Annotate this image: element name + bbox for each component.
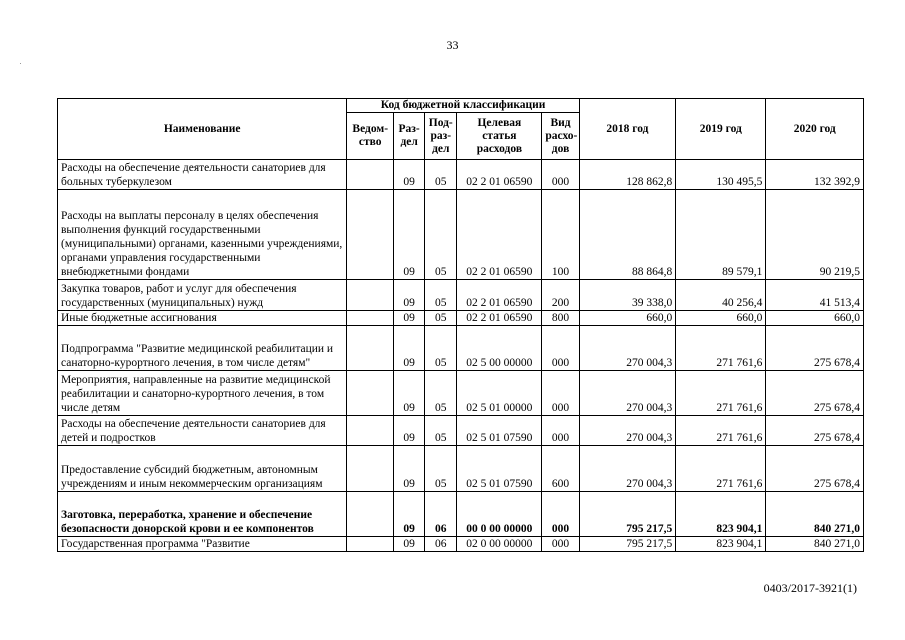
row-vedomstvo xyxy=(347,160,394,190)
row-razdel: 09 xyxy=(394,190,425,280)
row-2018: 660,0 xyxy=(579,311,675,326)
row-2018: 88 864,8 xyxy=(579,190,675,280)
row-2019: 271 761,6 xyxy=(676,326,766,371)
row-name: Расходы на обеспечение деятельности санаториев для больных туберкулезом xyxy=(58,160,347,190)
table-row xyxy=(58,371,864,416)
row-target: 02 2 01 06590 xyxy=(457,311,542,326)
row-vedomstvo xyxy=(347,416,394,446)
row-podrazdel: 05 xyxy=(425,160,457,190)
table-row xyxy=(58,446,864,492)
row-target: 00 0 00 00000 xyxy=(457,492,542,537)
row-2019: 89 579,1 xyxy=(676,190,766,280)
row-vid: 000 xyxy=(542,537,579,552)
row-vid: 000 xyxy=(542,326,579,371)
row-vedomstvo xyxy=(347,446,394,492)
row-vedomstvo xyxy=(347,326,394,371)
row-2018: 270 004,3 xyxy=(579,416,675,446)
row-razdel: 09 xyxy=(394,537,425,552)
row-2019: 660,0 xyxy=(676,311,766,326)
row-2018: 795 217,5 xyxy=(579,537,675,552)
row-vid: 200 xyxy=(542,280,579,311)
row-2018: 128 862,8 xyxy=(579,160,675,190)
row-2018: 270 004,3 xyxy=(579,446,675,492)
table-row xyxy=(58,190,864,280)
row-podrazdel: 05 xyxy=(425,416,457,446)
row-2020: 275 678,4 xyxy=(766,446,864,492)
row-razdel: 09 xyxy=(394,311,425,326)
row-podrazdel: 05 xyxy=(425,326,457,371)
row-target: 02 2 01 06590 xyxy=(457,280,542,311)
row-2018: 39 338,0 xyxy=(579,280,675,311)
row-2020: 660,0 xyxy=(766,311,864,326)
row-2019: 271 761,6 xyxy=(676,371,766,416)
row-target: 02 0 00 00000 xyxy=(457,537,542,552)
row-2018: 795 217,5 xyxy=(579,492,675,537)
row-name: Государственная программа "Развитие xyxy=(58,537,347,552)
table-row xyxy=(58,160,864,190)
header-classification-group: Код бюджетной классификации xyxy=(347,99,579,113)
row-razdel: 09 xyxy=(394,446,425,492)
row-vedomstvo xyxy=(347,371,394,416)
row-2020: 90 219,5 xyxy=(766,190,864,280)
row-2019: 271 761,6 xyxy=(676,416,766,446)
row-podrazdel: 05 xyxy=(425,311,457,326)
row-2019: 271 761,6 xyxy=(676,446,766,492)
row-name: Расходы на обеспечение деятельности санаториев для детей и подростков xyxy=(58,416,347,446)
row-2018: 270 004,3 xyxy=(579,371,675,416)
row-podrazdel: 05 xyxy=(425,446,457,492)
row-2020: 132 392,9 xyxy=(766,160,864,190)
row-2020: 275 678,4 xyxy=(766,326,864,371)
row-name: Подпрограмма "Развитие медицинской реабилитации и санаторно-курортного лечения, в том числе детям" xyxy=(58,326,347,371)
row-razdel: 09 xyxy=(394,326,425,371)
row-target: 02 5 01 07590 xyxy=(457,446,542,492)
row-target: 02 5 01 00000 xyxy=(457,371,542,416)
row-2019: 130 495,5 xyxy=(676,160,766,190)
row-vedomstvo xyxy=(347,311,394,326)
row-razdel: 09 xyxy=(394,371,425,416)
table-body xyxy=(58,160,864,552)
budget-table xyxy=(57,98,864,552)
row-vid: 100 xyxy=(542,190,579,280)
row-vedomstvo xyxy=(347,280,394,311)
row-2020: 275 678,4 xyxy=(766,416,864,446)
row-razdel: 09 xyxy=(394,416,425,446)
row-2020: 840 271,0 xyxy=(766,492,864,537)
row-target: 02 5 01 07590 xyxy=(457,416,542,446)
row-vid: 000 xyxy=(542,416,579,446)
margin-mark xyxy=(20,63,21,64)
row-name: Заготовка, переработка, хранение и обеспечение безопасности донорской крови и ее компонентов xyxy=(58,492,347,537)
row-name: Закупка товаров, работ и услуг для обеспечения государственных (муниципальных) нужд xyxy=(58,280,347,311)
row-2020: 840 271,0 xyxy=(766,537,864,552)
row-vedomstvo xyxy=(347,492,394,537)
table-row xyxy=(58,492,864,537)
row-2018: 270 004,3 xyxy=(579,326,675,371)
row-name: Иные бюджетные ассигнования xyxy=(58,311,347,326)
row-vid: 600 xyxy=(542,446,579,492)
header-vedomstvo: Ведом-ство xyxy=(347,113,394,160)
row-podrazdel: 06 xyxy=(425,492,457,537)
table-row xyxy=(58,311,864,326)
row-2019: 823 904,1 xyxy=(676,537,766,552)
row-2020: 41 513,4 xyxy=(766,280,864,311)
row-podrazdel: 06 xyxy=(425,537,457,552)
row-vid: 000 xyxy=(542,492,579,537)
row-target: 02 2 01 06590 xyxy=(457,160,542,190)
header-vid: Вид расхо-дов xyxy=(542,113,579,160)
row-razdel: 09 xyxy=(394,160,425,190)
table-row xyxy=(58,326,864,371)
header-target: Целевая статья расходов xyxy=(457,113,542,160)
row-2019: 40 256,4 xyxy=(676,280,766,311)
header-2018: 2018 год xyxy=(579,99,675,160)
row-target: 02 5 00 00000 xyxy=(457,326,542,371)
row-name: Расходы на выплаты персоналу в целях обеспечения выполнения функций государственными (муниципальными) органами, казенными учреждениями, органами управления государственными внебюджетными фондами xyxy=(58,190,347,280)
row-vedomstvo xyxy=(347,537,394,552)
header-name: Наименование xyxy=(58,99,347,160)
row-razdel: 09 xyxy=(394,492,425,537)
row-podrazdel: 05 xyxy=(425,371,457,416)
row-vedomstvo xyxy=(347,190,394,280)
header-2019: 2019 год xyxy=(676,99,766,160)
row-target: 02 2 01 06590 xyxy=(457,190,542,280)
row-name: Предоставление субсидий бюджетным, автономным учреждениям и иным некоммерческим организациям xyxy=(58,446,347,492)
row-2019: 823 904,1 xyxy=(676,492,766,537)
document-code: 0403/2017-3921(1) xyxy=(763,581,857,595)
row-podrazdel: 05 xyxy=(425,280,457,311)
header-razdel: Раз-дел xyxy=(394,113,425,160)
row-2020: 275 678,4 xyxy=(766,371,864,416)
table-row xyxy=(58,416,864,446)
table-row xyxy=(58,537,864,552)
row-name: Мероприятия, направленные на развитие медицинской реабилитации и санаторно-курортного лечения, в том числе детям xyxy=(58,371,347,416)
row-vid: 000 xyxy=(542,371,579,416)
header-podrazdel: Под-раз-дел xyxy=(425,113,457,160)
row-vid: 800 xyxy=(542,311,579,326)
page-number: 33 xyxy=(446,38,459,52)
row-podrazdel: 05 xyxy=(425,190,457,280)
header-2020: 2020 год xyxy=(766,99,864,160)
row-vid: 000 xyxy=(542,160,579,190)
row-razdel: 09 xyxy=(394,280,425,311)
table-row xyxy=(58,280,864,311)
